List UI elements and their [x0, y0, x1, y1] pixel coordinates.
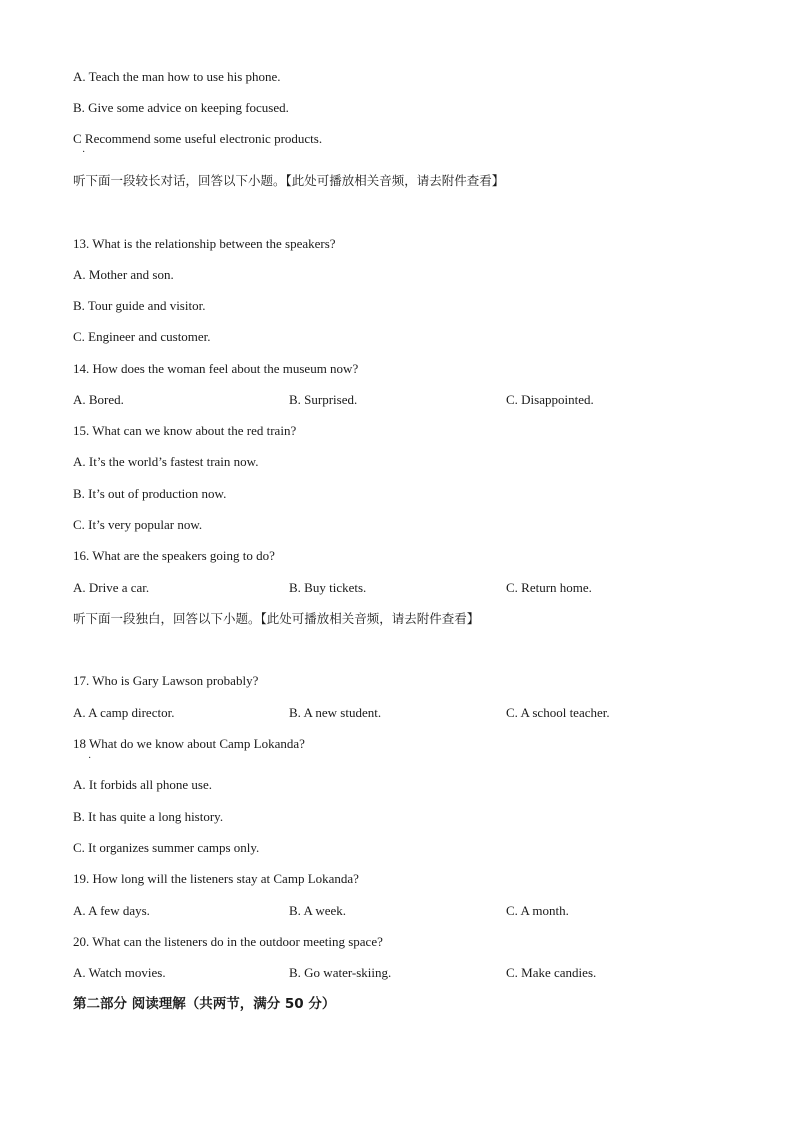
q12-option-a: A. Teach the man how to use his phone.: [73, 69, 281, 84]
q17-option-b: B. A new student.: [289, 705, 382, 720]
q15-question: 15. What can we know about the red train?: [73, 423, 297, 438]
q15-option-b: B. It’s out of production now.: [73, 486, 227, 501]
instruction-monologue: 听下面一段独白，回答以下小题。【此处可播放相关音频，请去附件查看】: [73, 611, 480, 626]
q13-option-a: A. Mother and son.: [73, 267, 174, 282]
q18-question: 18 What do we know about Camp Lokanda?: [73, 736, 305, 751]
q15-option-a: A. It’s the world’s fastest train now.: [73, 454, 259, 469]
q17-options: [73, 705, 773, 721]
q17-question: 17. Who is Gary Lawson probably?: [73, 673, 259, 688]
q13-option-c: C. Engineer and customer.: [73, 329, 211, 344]
q19-option-b: B. A week.: [289, 903, 347, 918]
q16-question: 16. What are the speakers going to do?: [73, 548, 275, 563]
q14-option-a: A. Bored.: [73, 392, 124, 407]
q20-options: [73, 965, 773, 981]
q12-option-c: C Recommend some useful electronic products.: [73, 131, 323, 146]
q20-option-c: C. Make candies.: [506, 965, 597, 980]
q20-question: 20. What can the listeners do in the outdoor meeting space?: [73, 934, 383, 949]
q18-option-b: B. It has quite a long history.: [73, 809, 224, 824]
q20-option-b: B. Go water-skiing.: [289, 965, 392, 980]
q17-option-c: C. A school teacher.: [506, 705, 610, 720]
q16-options: [73, 580, 773, 596]
q19-option-c: C. A month.: [506, 903, 569, 918]
q16-option-b: B. Buy tickets.: [289, 580, 367, 595]
q18-option-a: A. It forbids all phone use.: [73, 777, 213, 792]
q15-option-c: C. It’s very popular now.: [73, 517, 203, 532]
q14-option-c: C. Disappointed.: [506, 392, 594, 407]
q16-option-a: A. Drive a car.: [73, 580, 150, 595]
q14-option-b: B. Surprised.: [289, 392, 358, 407]
q16-option-c: C. Return home.: [506, 580, 592, 595]
instruction-long-dialogue: 听下面一段较长对话，回答以下小题。【此处可播放相关音频，请去附件查看】: [73, 173, 505, 188]
q19-options: [73, 903, 773, 919]
q19-option-a: A. A few days.: [73, 903, 150, 918]
q14-question: 14. How does the woman feel about the museum now?: [73, 361, 359, 376]
part2-heading: 第二部分 阅读理解（共两节，满分 50 分）: [73, 996, 336, 1012]
q14-options: [73, 392, 773, 408]
q17-option-a: A. A camp director.: [73, 705, 175, 720]
dot-mark: ·: [82, 147, 86, 158]
q13-question: 13. What is the relationship between the speakers?: [73, 236, 336, 251]
q12-option-b: B. Give some advice on keeping focused.: [73, 100, 289, 115]
q19-question: 19. How long will the listeners stay at Camp Lokanda?: [73, 871, 359, 886]
q13-option-b: B. Tour guide and visitor.: [73, 298, 206, 313]
dot-mark: ·: [88, 753, 92, 764]
q18-option-c: C. It organizes summer camps only.: [73, 840, 260, 855]
q20-option-a: A. Watch movies.: [73, 965, 166, 980]
